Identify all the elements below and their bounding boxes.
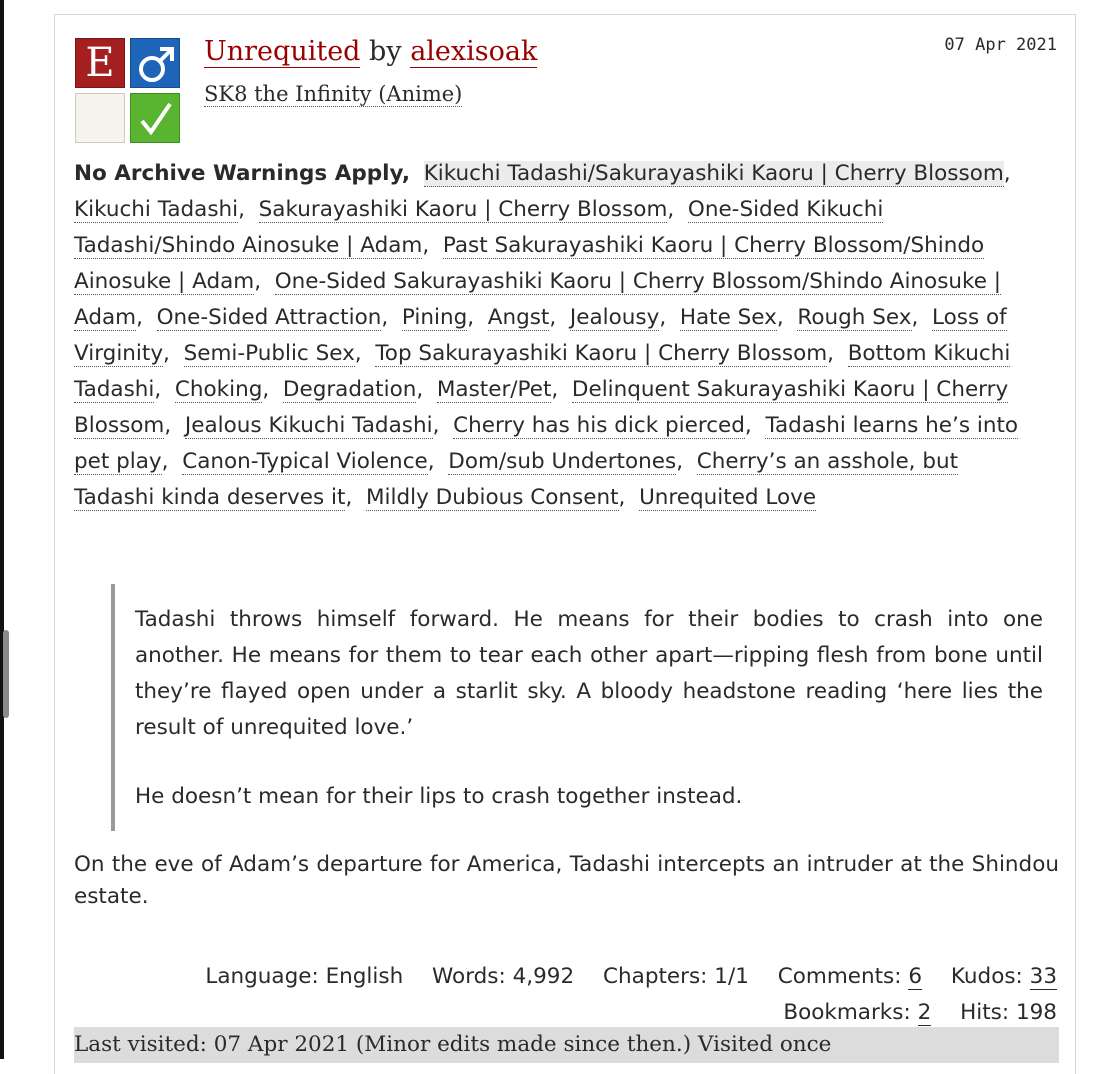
work-heading bbox=[204, 35, 537, 69]
male-symbol-icon bbox=[131, 39, 181, 89]
window-edge bbox=[0, 0, 4, 1059]
language-value: English bbox=[325, 964, 404, 989]
hits-label: Hits: bbox=[960, 1000, 1010, 1025]
tag-item[interactable]: Semi-Public Sex bbox=[183, 341, 355, 366]
tag-item[interactable]: Cherry’s an asshole, but Tadashi kinda deserves it bbox=[74, 449, 959, 510]
tag-item[interactable]: Tadashi learns he’s into pet play bbox=[74, 413, 1019, 474]
tag-item[interactable]: Choking bbox=[174, 377, 263, 402]
chapters-label: Chapters: bbox=[603, 964, 708, 989]
tag-item[interactable]: Dom/sub Undertones bbox=[448, 449, 677, 474]
tag-list: No Archive Warnings Apply, Kikuchi Tadashi/Sakurayashiki Kaoru | Cherry Blossom, Kikuchi Tadashi, Sakurayashiki Kaoru | Cherry Blossom, One-Sided Kikuchi Tadashi/Shindo Ainosuke | Adam, Past Sakurayashiki Kaoru | Cherry Blossom/Shindo Ainosuke | Adam, One-Sided Sakurayashiki Kaoru | Cherry Blossom/Shindo Ainosuke | Adam, One-Sided Attraction, Pining, Angst, Jealousy, Hate Sex, Rough Sex, Loss of Virginity, Semi-Public Sex, Top Sakurayashiki Kaoru | Cherry Blossom, Bottom Kikuchi Tadashi, Choking, Degradation, Master/Pet, Delinquent Sakurayashiki Kaoru | Cherry Blossom, Jealous Kikuchi Tadashi, Cherry has his dick pierced, Tadashi learns he’s into pet play, Canon-Typical Violence, Dom/sub Undertones, Cherry’s an asshole, but Tadashi kinda deserves it, Mildly Dubious Consent, Unrequited Love bbox=[74, 161, 1019, 510]
tag-item[interactable]: One-Sided Sakurayashiki Kaoru | Cherry Blossom/Shindo Ainosuke | Adam bbox=[74, 269, 1002, 330]
rating-explicit-icon[interactable] bbox=[75, 38, 125, 88]
kudos-link[interactable]: 33 bbox=[1029, 964, 1057, 989]
chapters-value: 1/1 bbox=[714, 964, 749, 989]
tag-item[interactable]: Loss of Virginity bbox=[74, 305, 1007, 366]
tag-item[interactable]: Angst bbox=[487, 305, 550, 330]
tag-item[interactable]: Degradation bbox=[282, 377, 417, 402]
no-warnings-icon[interactable] bbox=[75, 93, 125, 143]
tag-item[interactable]: Delinquent Sakurayashiki Kaoru | Cherry Blossom bbox=[74, 377, 1009, 438]
tag-item[interactable]: Hate Sex bbox=[679, 305, 777, 330]
work-title-link[interactable]: Unrequited bbox=[204, 36, 361, 67]
words-value: 4,992 bbox=[512, 964, 575, 989]
checkmark-icon bbox=[131, 94, 181, 144]
tag-item[interactable]: Mildly Dubious Consent bbox=[365, 485, 619, 510]
summary-text: On the eve of Adam’s departure for America, Tadashi intercepts an intruder at the Shindou estate. bbox=[74, 852, 1059, 909]
tag-item[interactable]: Kikuchi Tadashi/Sakurayashiki Kaoru | Cherry Blossom bbox=[423, 161, 1004, 186]
fandom-link[interactable] bbox=[204, 79, 462, 109]
tag-item[interactable]: One-Sided Attraction bbox=[156, 305, 382, 330]
tag-item[interactable]: Pining bbox=[401, 305, 468, 330]
tag-item[interactable]: Unrequited Love bbox=[639, 485, 817, 510]
bookmarks-link[interactable]: 2 bbox=[917, 1000, 932, 1025]
warning-tag[interactable]: No Archive Warnings Apply, bbox=[74, 161, 411, 186]
scrollbar-thumb[interactable] bbox=[3, 630, 9, 718]
tag-item[interactable]: Sakurayashiki Kaoru | Cherry Blossom bbox=[258, 197, 668, 222]
rating-letter: E bbox=[85, 40, 115, 86]
tag-item[interactable]: Rough Sex bbox=[797, 305, 912, 330]
hits-value: 198 bbox=[1015, 1000, 1057, 1025]
bookmarks-label: Bookmarks: bbox=[783, 1000, 911, 1025]
complete-checkmark-icon[interactable] bbox=[130, 93, 180, 143]
fandom-label: SK8 the Infinity (Anime) bbox=[204, 82, 463, 106]
category-mm-icon[interactable] bbox=[130, 38, 180, 88]
tag-item[interactable]: Canon-Typical Violence bbox=[182, 449, 428, 474]
comments-link[interactable]: 6 bbox=[908, 964, 923, 989]
last-visited-bar: Last visited: 07 Apr 2021 (Minor edits made since then.) Visited once bbox=[74, 1027, 1059, 1063]
published-date: 07 Apr 2021 bbox=[944, 35, 1057, 55]
tag-item[interactable]: Master/Pet bbox=[436, 377, 552, 402]
work-stats bbox=[115, 959, 1057, 1031]
author-link[interactable]: alexisoak bbox=[410, 36, 538, 67]
kudos-label: Kudos: bbox=[950, 964, 1023, 989]
work-blurb bbox=[54, 14, 1076, 1074]
tag-item[interactable]: Cherry has his dick pierced bbox=[453, 413, 745, 438]
tag-item[interactable]: Top Sakurayashiki Kaoru | Cherry Blossom bbox=[375, 341, 828, 366]
tag-item[interactable]: One-Sided Kikuchi Tadashi/Shindo Ainosuke | Adam bbox=[74, 197, 884, 258]
quote-paragraph-2: He doesn’t mean for their lips to crash together instead. bbox=[135, 784, 743, 809]
tag-item[interactable]: Jealous Kikuchi Tadashi bbox=[184, 413, 433, 438]
language-label: Language: bbox=[205, 964, 319, 989]
tag-item[interactable]: Jealousy bbox=[569, 305, 660, 330]
words-label: Words: bbox=[432, 964, 506, 989]
tag-item[interactable]: Bottom Kikuchi Tadashi bbox=[74, 341, 1011, 402]
summary-blockquote bbox=[111, 584, 1043, 831]
by-text: by bbox=[369, 36, 402, 67]
tag-item[interactable]: Past Sakurayashiki Kaoru | Cherry Blossom/Shindo Ainosuke | Adam bbox=[74, 233, 985, 294]
tag-item[interactable]: Kikuchi Tadashi bbox=[74, 197, 239, 222]
comments-label: Comments: bbox=[777, 964, 902, 989]
quote-paragraph-1: Tadashi throws himself forward. He means for their bodies to crash into one another. He means for them to tear each other apart—ripping flesh from bone until they’re flayed open under a starlit sky. A bloody headstone reading ‘here lies the result of unrequited love.’ bbox=[135, 607, 1043, 740]
